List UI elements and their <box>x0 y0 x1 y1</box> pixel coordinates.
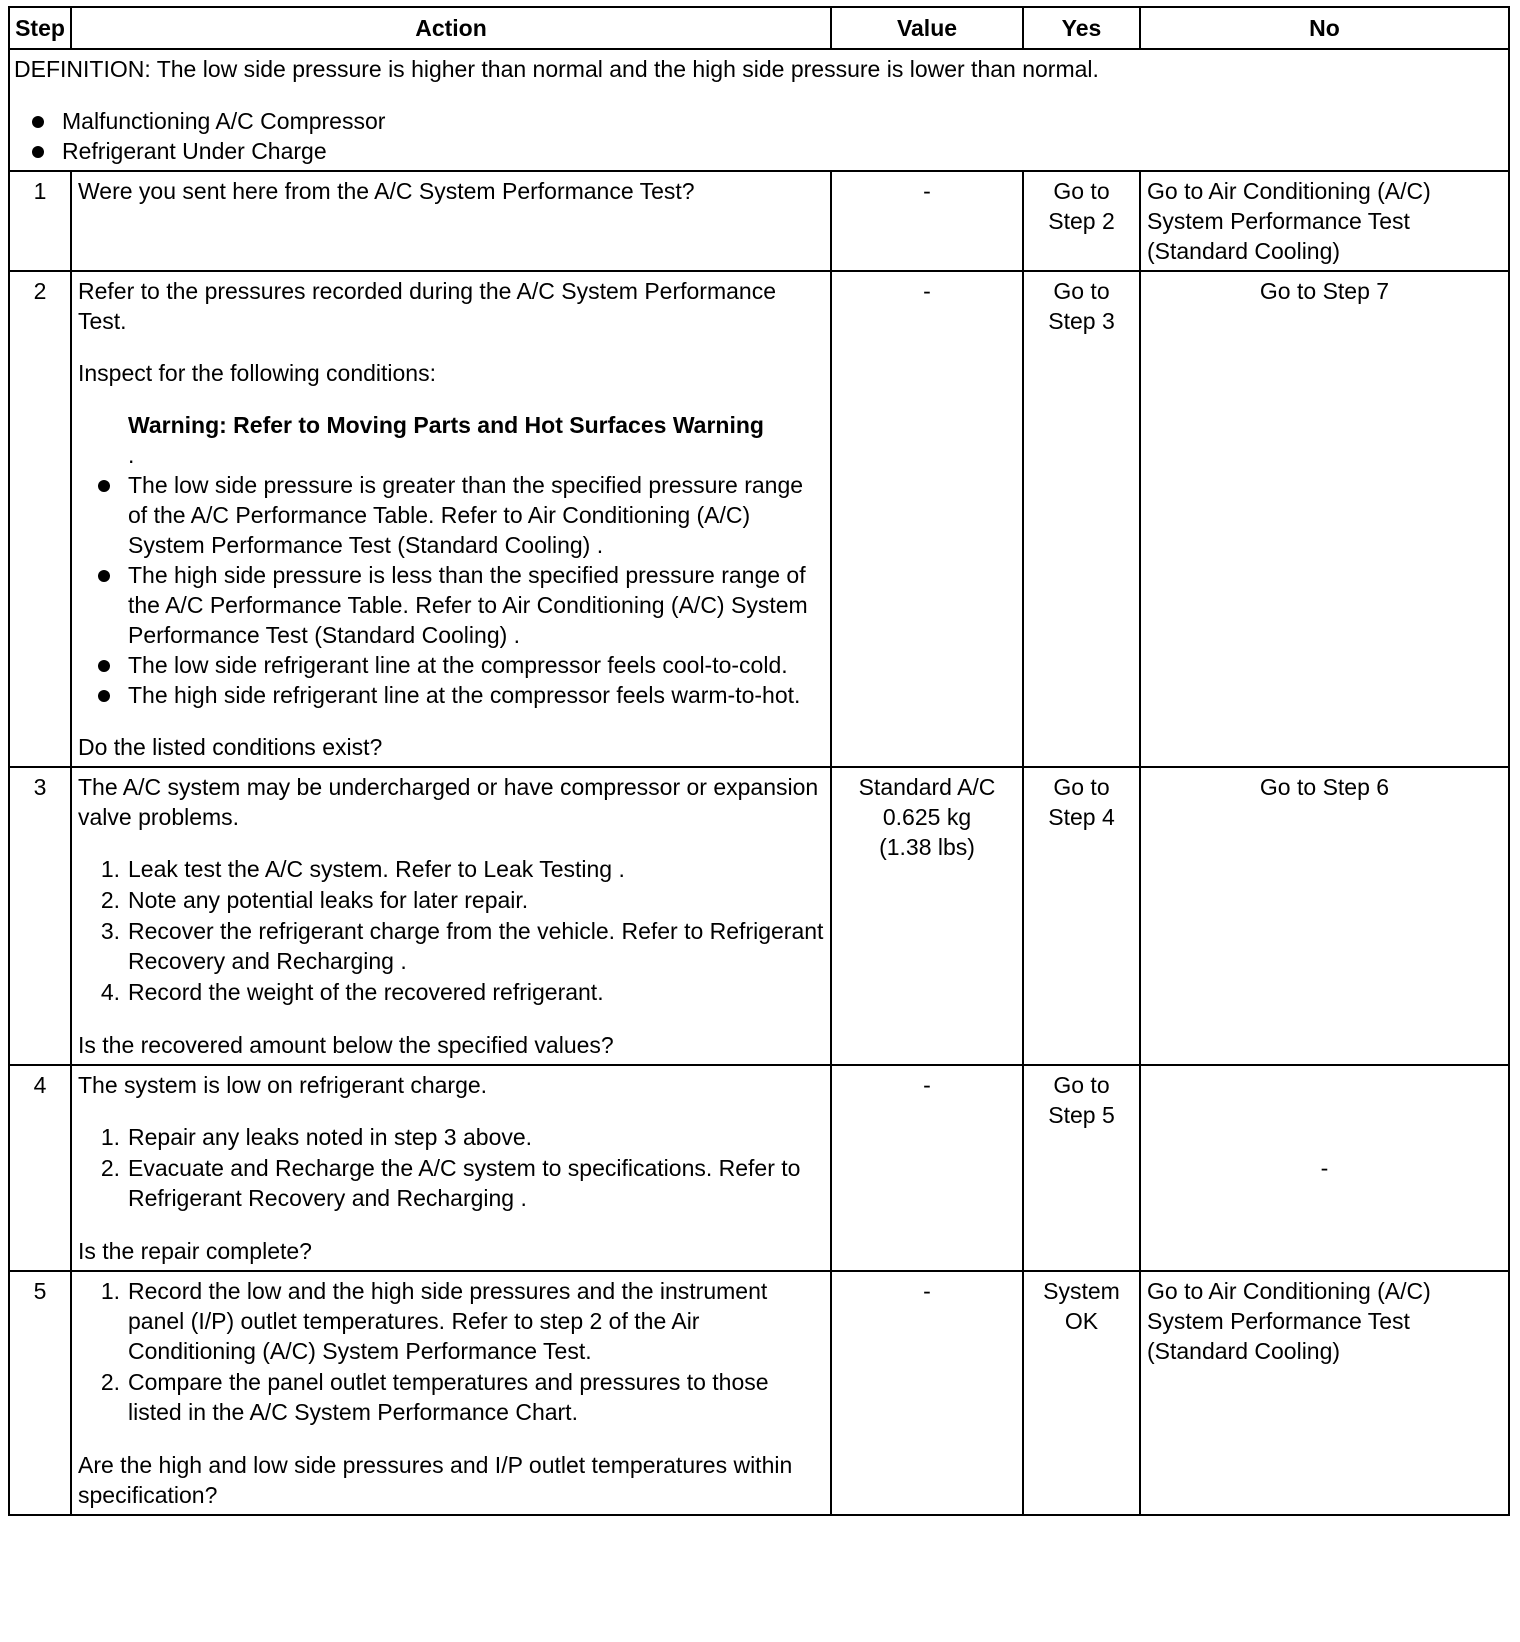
procedure-steps <box>78 1122 824 1213</box>
spacer <box>78 1008 824 1030</box>
action-cell <box>71 767 831 1065</box>
condition-bullet: The high side pressure is less than the specified pressure range of the A/C Performance Table. Refer to Air Conditioning (A/C) System Performance Test (Standard Cooling) . <box>78 560 824 650</box>
action-question: Do the listed conditions exist? <box>78 734 383 760</box>
action-intro: Refer to the pressures recorded during the A/C System Performance Test. <box>78 278 776 334</box>
spacer <box>78 388 824 410</box>
procedure-step: 1. Leak test the A/C system. Refer to Leak Testing . <box>100 856 625 882</box>
yes-cell[interactable]: Go to Step 2 <box>1023 171 1140 271</box>
table-row <box>9 1065 1509 1271</box>
condition-bullet: The low side pressure is greater than the specified pressure range of the A/C Performance Table. Refer to Air Conditioning (A/C) System Performance Test (Standard Cooling) . <box>78 470 824 560</box>
diagnostic-page <box>8 6 1508 1516</box>
no-cell[interactable]: Go to Air Conditioning (A/C) System Performance Test (Standard Cooling) <box>1140 171 1509 271</box>
header-value: Value <box>831 7 1023 49</box>
condition-bullets <box>78 470 824 710</box>
definition-bullets <box>14 106 1504 166</box>
yes-cell[interactable]: Go to Step 4 <box>1023 767 1140 1065</box>
value-cell: - <box>831 1065 1023 1271</box>
header-yes: Yes <box>1023 7 1140 49</box>
spacer <box>78 1428 824 1450</box>
step-number: 2 <box>9 271 71 767</box>
procedure-step: 2. Note any potential leaks for later repair. <box>100 887 529 913</box>
spacer <box>78 1100 824 1122</box>
warning-tail: . <box>128 442 135 468</box>
value-cell: - <box>831 171 1023 271</box>
procedure-step: 2. Evacuate and Recharge the A/C system to specifications. Refer to Refrigerant Recovery and Recharging . <box>100 1155 801 1211</box>
value-line: Standard A/C <box>858 774 996 800</box>
action-intro: The A/C system may be undercharged or have compressor or expansion valve problems. <box>78 774 819 830</box>
yes-cell[interactable]: Go to Step 5 <box>1023 1065 1140 1271</box>
value-line: (1.38 lbs) <box>879 834 975 860</box>
action-question: Is the recovered amount below the specified values? <box>78 1032 614 1058</box>
definition-text: DEFINITION: The low side pressure is higher than normal and the high side pressure is lower than normal. <box>14 56 1099 82</box>
no-cell: - <box>1140 1065 1509 1271</box>
procedure-step: 1. Record the low and the high side pressures and the instrument panel (I/P) outlet temperatures. Refer to step 2 of the Air Conditioning (A/C) System Performance Test. <box>100 1278 768 1364</box>
table-row <box>9 271 1509 767</box>
spacer <box>14 84 1504 106</box>
step-number: 5 <box>9 1271 71 1515</box>
table-row <box>9 1271 1509 1515</box>
value-line: 0.625 kg <box>882 804 972 830</box>
definition-bullet: Malfunctioning A/C Compressor <box>14 106 1504 136</box>
condition-bullet: The high side refrigerant line at the compressor feels warm-to-hot. <box>78 680 824 710</box>
action-cell <box>71 171 831 271</box>
no-cell[interactable]: Go to Air Conditioning (A/C) System Performance Test (Standard Cooling) <box>1140 1271 1509 1515</box>
action-inspect: Inspect for the following conditions: <box>78 360 436 386</box>
procedure-step: 3. Recover the refrigerant charge from the vehicle. Refer to Refrigerant Recovery and Recharging . <box>100 918 824 974</box>
procedure-steps <box>78 1276 824 1427</box>
procedure-step: 4. Record the weight of the recovered refrigerant. <box>100 979 604 1005</box>
step-number: 4 <box>9 1065 71 1271</box>
procedure-steps <box>78 854 824 1007</box>
action-cell <box>71 271 831 767</box>
condition-bullet: The low side refrigerant line at the compressor feels cool-to-cold. <box>78 650 824 680</box>
table-row <box>9 767 1509 1065</box>
spacer <box>78 1214 824 1236</box>
no-cell[interactable]: Go to Step 7 <box>1140 271 1509 767</box>
spacer <box>78 336 824 358</box>
table-header-row <box>9 7 1509 49</box>
warning-text: Warning: Refer to Moving Parts and Hot Surfaces Warning <box>128 412 764 438</box>
procedure-step: 1. Repair any leaks noted in step 3 above. <box>100 1124 533 1150</box>
table-row <box>9 171 1509 271</box>
yes-cell[interactable]: System OK <box>1023 1271 1140 1515</box>
value-cell <box>831 767 1023 1065</box>
diagnostic-table <box>8 6 1510 1516</box>
yes-cell[interactable]: Go to Step 3 <box>1023 271 1140 767</box>
action-cell <box>71 1271 831 1515</box>
spacer <box>78 710 824 732</box>
definition-row <box>9 49 1509 171</box>
header-no: No <box>1140 7 1509 49</box>
definition-bullet: Refrigerant Under Charge <box>14 136 1504 166</box>
no-cell[interactable]: Go to Step 6 <box>1140 767 1509 1065</box>
header-step: Step <box>9 7 71 49</box>
action-cell <box>71 1065 831 1271</box>
procedure-step: 2. Compare the panel outlet temperatures and pressures to those listed in the A/C System Performance Chart. <box>100 1369 769 1425</box>
header-action: Action <box>71 7 831 49</box>
action-intro: The system is low on refrigerant charge. <box>78 1072 488 1098</box>
action-question: Is the repair complete? <box>78 1238 312 1264</box>
definition-cell <box>9 49 1509 171</box>
spacer <box>78 832 824 854</box>
value-cell: - <box>831 271 1023 767</box>
value-cell: - <box>831 1271 1023 1515</box>
action-question: Were you sent here from the A/C System Performance Test? <box>78 178 695 204</box>
step-number: 3 <box>9 767 71 1065</box>
step-number: 1 <box>9 171 71 271</box>
action-question: Are the high and low side pressures and I/P outlet temperatures within specification? <box>78 1452 793 1508</box>
